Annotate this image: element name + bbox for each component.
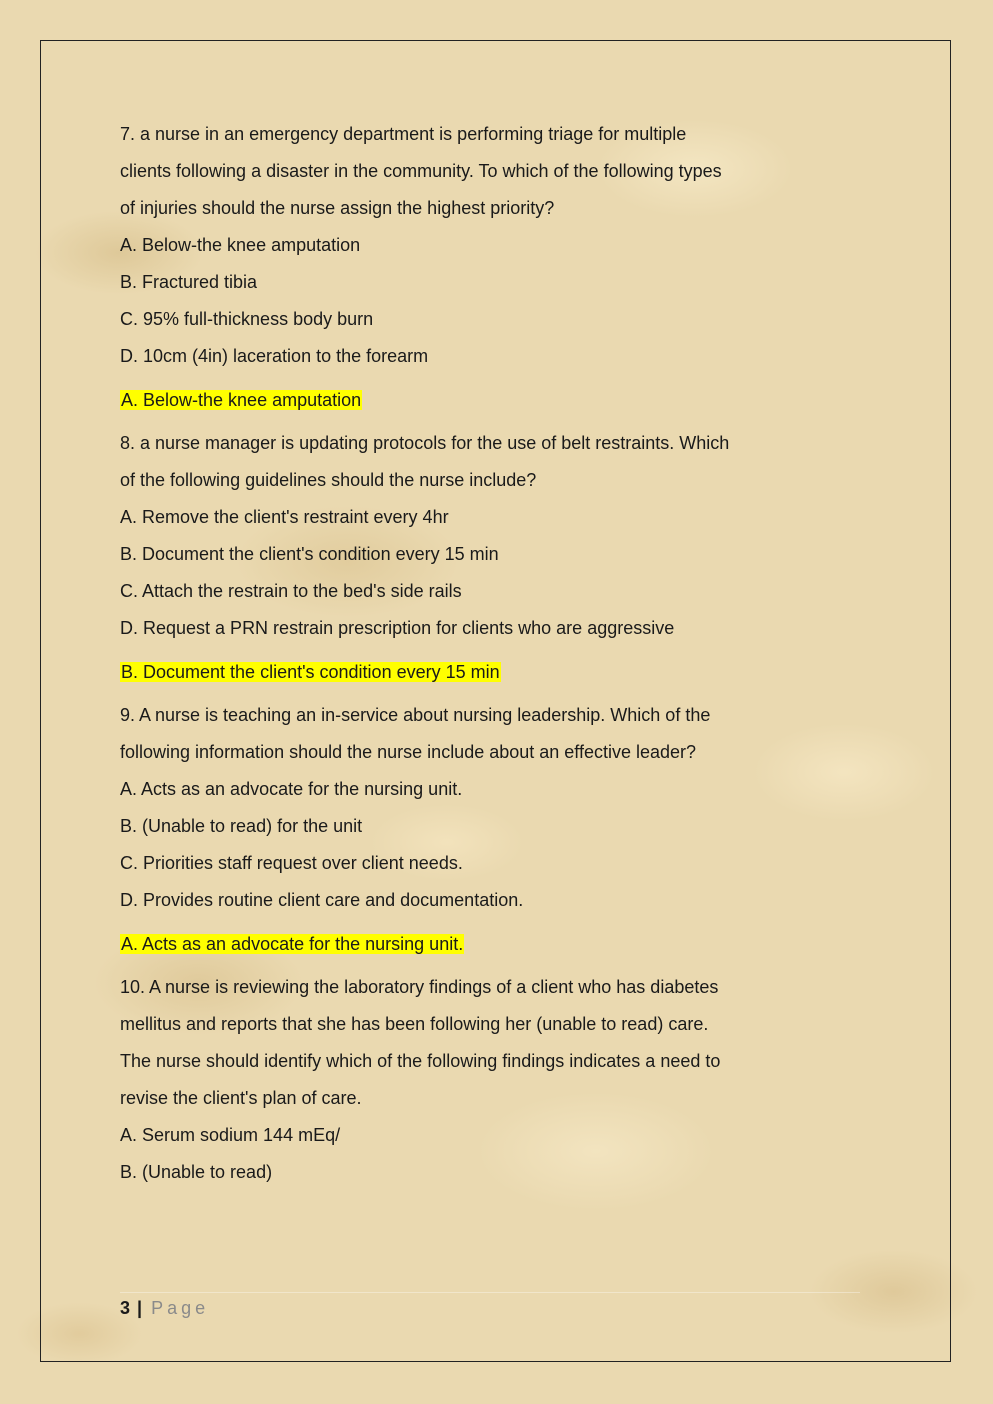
page-label: Page [151,1298,210,1318]
option-c: C. Priorities staff request over client needs. [120,853,463,873]
option-b: B. Document the client's condition every 15 min [120,544,499,564]
question-stem-line: 10. A nurse is reviewing the laboratory findings of a client who has diabetes [120,977,719,997]
option-b: B. Fractured tibia [120,272,258,292]
question-stem-line: The nurse should identify which of the following findings indicates a need to [120,1051,721,1071]
question-7 [120,116,800,412]
question-8 [120,425,800,684]
option-a: A. Acts as an advocate for the nursing unit. [120,779,463,799]
page-footer [120,1296,209,1320]
option-b: B. (Unable to read) [120,1162,273,1182]
question-stem-line: revise the client's plan of care. [120,1088,362,1108]
option-a: A. Serum sodium 144 mEq/ [120,1125,341,1145]
question-stem-line: mellitus and reports that she has been following her (unable to read) care. [120,1014,709,1034]
question-stem-line: of injuries should the nurse assign the highest priority? [120,198,555,218]
option-d: D. Request a PRN restrain prescription for clients who are aggressive [120,618,675,638]
option-c: C. Attach the restrain to the bed's side rails [120,581,462,601]
answer-text: B. Document the client's condition every 15 min [121,662,500,682]
question-stem-line: 9. A nurse is teaching an in-service about nursing leadership. Which of the [120,705,711,725]
highlighted-answer [120,932,800,956]
question-stem-line: 7. a nurse in an emergency department is performing triage for multiple [120,124,687,144]
option-b: B. (Unable to read) for the unit [120,816,363,836]
answer-text: A. Acts as an advocate for the nursing unit. [121,934,464,954]
question-stem-line: clients following a disaster in the community. To which of the following types [120,161,722,181]
question-stem-line: of the following guidelines should the nurse include? [120,470,537,490]
option-a: A. Below-the knee amputation [120,235,361,255]
document-body [120,116,800,1191]
page-number: 3 [120,1298,131,1318]
option-c: C. 95% full-thickness body burn [120,309,374,329]
highlighted-answer [120,388,800,412]
option-d: D. 10cm (4in) laceration to the forearm [120,346,429,366]
footer-divider [120,1292,860,1293]
highlighted-answer [120,660,800,684]
option-d: D. Provides routine client care and documentation. [120,890,524,910]
question-stem-line: 8. a nurse manager is updating protocols for the use of belt restraints. Which [120,433,730,453]
option-a: A. Remove the client's restraint every 4hr [120,507,449,527]
question-9 [120,697,800,956]
question-stem-line: following information should the nurse include about an effective leader? [120,742,697,762]
answer-text: A. Below-the knee amputation [121,390,362,410]
question-10 [120,969,800,1191]
page-separator: | [137,1298,143,1318]
